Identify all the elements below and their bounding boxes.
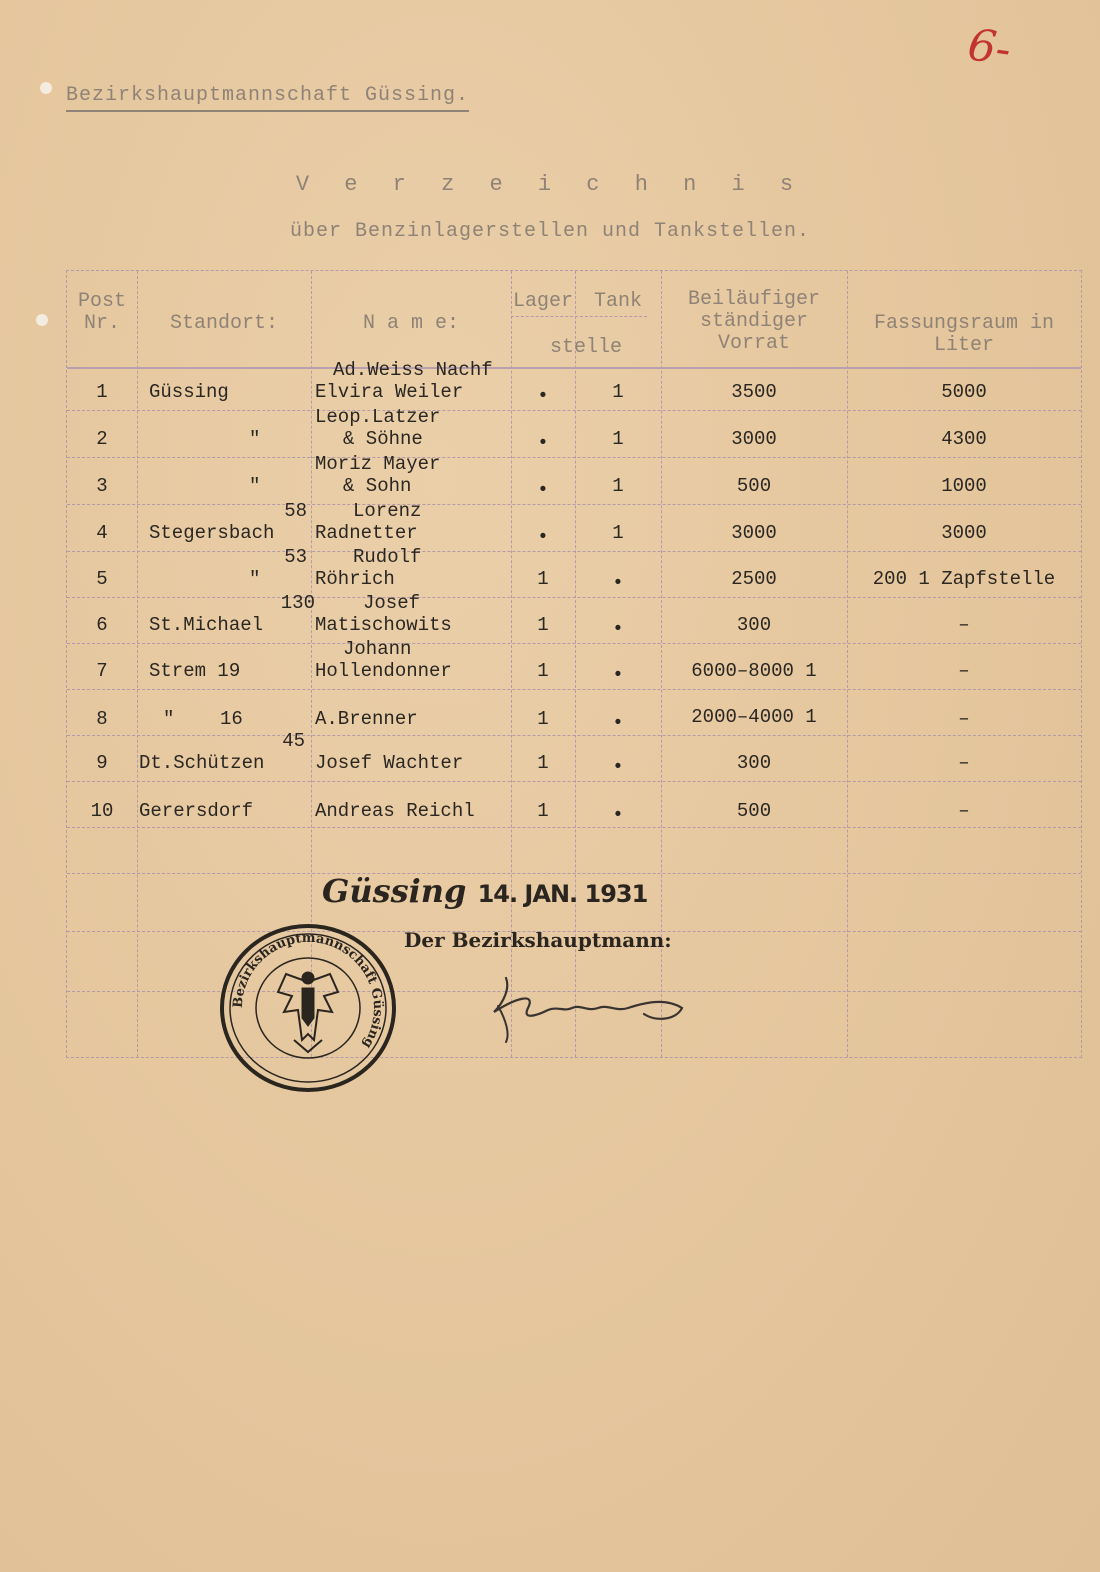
col-header-stelle: stelle	[549, 336, 622, 359]
post-nr: 3	[96, 475, 108, 497]
fassung-value: 5000	[941, 381, 987, 403]
fassung-value: –	[958, 614, 970, 636]
standort: "	[249, 475, 261, 497]
eagle-emblem	[278, 972, 338, 1052]
name-line-1: Moriz Mayer	[315, 453, 441, 475]
name-line-1	[315, 778, 511, 800]
standort: " 16	[163, 708, 243, 730]
post-nr: 9	[96, 752, 108, 774]
tank-value: •	[612, 804, 624, 826]
date-stamp: 14. JAN. 1931	[477, 880, 648, 908]
name-line-2: Röhrich	[315, 568, 395, 590]
name-line-1: Rudolf	[353, 546, 422, 568]
lager-value: 1	[537, 708, 549, 730]
name-line-1: Lorenz	[353, 500, 422, 522]
standort: Stegersbach	[149, 522, 275, 544]
tank-value: •	[612, 572, 624, 594]
tank-value: •	[612, 664, 624, 686]
lager-value: 1	[537, 568, 549, 590]
official-title: Der Bezirkshauptmann:	[404, 928, 672, 952]
post-nr: 8	[96, 708, 108, 730]
name-cell	[315, 406, 511, 450]
name-line-1	[315, 686, 511, 708]
tank-value: 1	[612, 475, 624, 497]
punch-hole-mid	[36, 314, 48, 326]
post-nr: 1	[96, 381, 108, 403]
standort: St.Michael	[149, 614, 264, 636]
lager-value: •	[537, 526, 549, 548]
name-line-2: Josef Wachter	[315, 752, 464, 774]
name-line-2: Radnetter	[315, 522, 418, 544]
name-line-1	[315, 730, 511, 752]
vorrat-value: 3000	[731, 428, 777, 450]
col-header-nr: Post Nr.	[77, 290, 126, 335]
place-date	[322, 872, 647, 910]
name-cell	[315, 686, 511, 730]
name-cell	[315, 453, 511, 497]
place-name: Güssing	[322, 872, 467, 910]
name-cell	[315, 638, 511, 682]
lager-value: •	[537, 432, 549, 454]
vorrat-value: 3500	[731, 381, 777, 403]
fassung-value: 1000	[941, 475, 987, 497]
fassung-value: –	[958, 708, 970, 730]
lager-value: 1	[537, 660, 549, 682]
signature	[476, 968, 696, 1048]
lager-value: 1	[537, 752, 549, 774]
lager-value: •	[537, 385, 549, 407]
name-line-1: Leop.Latzer	[315, 406, 441, 428]
col-header-lager: Lager	[512, 290, 573, 313]
lager-value: 1	[537, 800, 549, 822]
col-header-tank: Tank	[593, 290, 642, 313]
vorrat-value: 2500	[731, 568, 777, 590]
name-cell	[315, 500, 511, 544]
col-header-name: N a m e:	[362, 312, 459, 335]
name-cell	[315, 359, 511, 403]
house-number: 53	[284, 546, 307, 568]
corner-page-mark: 6-	[964, 19, 1015, 76]
name-cell	[315, 592, 511, 636]
document-title: V e r z e i c h n i s	[295, 172, 805, 197]
vorrat-value: 3000	[731, 522, 777, 544]
tank-value: •	[612, 712, 624, 734]
house-number: 45	[282, 730, 305, 752]
tank-value: •	[612, 618, 624, 640]
vorrat-value: 6000–8000 1	[691, 660, 817, 682]
tank-value: 1	[612, 428, 624, 450]
standort: Gerersdorf	[139, 800, 254, 822]
name-cell	[315, 730, 511, 774]
seal-text: Bezirkshauptmannschaft Güssing	[230, 930, 386, 1051]
col-header-vorrat: Beiläufiger ständiger Vorrat	[687, 288, 821, 355]
fassung-value: 200 1 Zapfstelle	[872, 568, 1056, 590]
col-header-fassung: Fassungsraum in Liter	[873, 312, 1055, 357]
official-seal	[218, 922, 398, 1094]
name-cell	[315, 546, 511, 590]
lager-value: •	[537, 479, 549, 501]
vorrat-value: 300	[736, 614, 772, 636]
vorrat-value: 500	[736, 800, 772, 822]
post-nr: 6	[96, 614, 108, 636]
vorrat-value: 2000–4000 1	[691, 706, 817, 728]
tank-value: 1	[612, 381, 624, 403]
standort: "	[249, 428, 261, 450]
tank-value: 1	[612, 522, 624, 544]
name-line-2: Andreas Reichl	[315, 800, 475, 822]
name-line-2: Hollendonner	[315, 660, 452, 682]
name-line-2: A.Brenner	[315, 708, 418, 730]
standort: Dt.Schützen	[139, 752, 265, 774]
house-number: 58	[284, 500, 307, 522]
name-line-1: Josef	[363, 592, 421, 614]
post-nr: 5	[96, 568, 108, 590]
standort: Güssing	[149, 381, 229, 403]
name-line-2: Elvira Weiler	[315, 381, 464, 403]
name-cell	[315, 778, 511, 822]
post-nr: 10	[90, 800, 114, 822]
fassung-value: –	[958, 800, 970, 822]
standort: Strem 19	[149, 660, 241, 682]
post-nr: 2	[96, 428, 108, 450]
vorrat-value: 300	[736, 752, 772, 774]
name-line-2: & Sohn	[343, 475, 412, 497]
lager-value: 1	[537, 614, 549, 636]
fassung-value: –	[958, 752, 970, 774]
post-nr: 7	[96, 660, 108, 682]
house-number: 130	[280, 592, 315, 614]
tank-value: •	[612, 756, 624, 778]
name-line-1: Ad.Weiss Nachf	[333, 359, 493, 381]
document-subtitle: über Benzinlagerstellen und Tankstellen.	[289, 220, 811, 243]
standort: "	[249, 568, 261, 590]
fassung-value: 3000	[941, 522, 987, 544]
post-nr: 4	[96, 522, 108, 544]
fassung-value: 4300	[941, 428, 987, 450]
authority-header: Bezirkshauptmannschaft Güssing.	[66, 84, 469, 112]
name-line-2: & Söhne	[343, 428, 423, 450]
fassung-value: –	[958, 660, 970, 682]
name-line-2: Matischowits	[315, 614, 452, 636]
col-header-standort: Standort:	[169, 312, 279, 335]
vorrat-value: 500	[736, 475, 772, 497]
name-line-1: Johann	[343, 638, 412, 660]
punch-hole-top	[40, 82, 52, 94]
